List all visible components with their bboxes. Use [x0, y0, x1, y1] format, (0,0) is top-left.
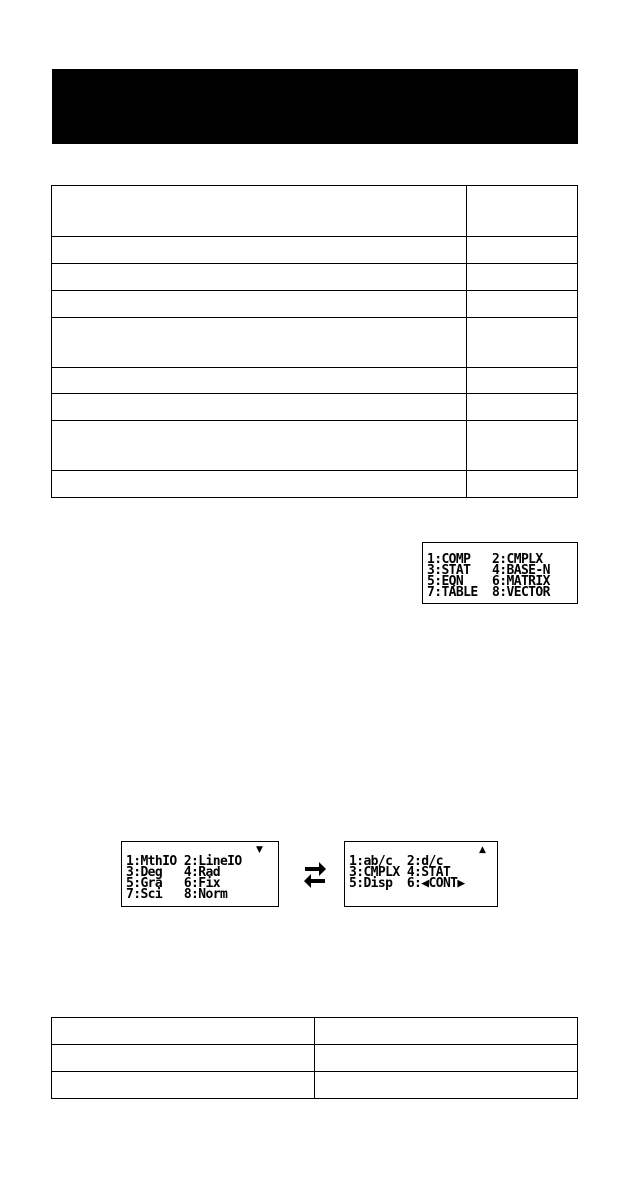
table-cell: [52, 291, 467, 318]
screen-line: 7:TABLE 8:VECTOR: [427, 585, 550, 600]
screen-line: 5:Disp 6:◀CONT▶: [349, 876, 465, 891]
table-cell: [52, 1018, 315, 1045]
table-cell: [467, 421, 578, 471]
scroll-up-indicator-icon: ▲: [479, 845, 486, 855]
table-row: [52, 237, 578, 264]
table-cell: [52, 1045, 315, 1072]
table-row: [52, 1018, 578, 1045]
table-row: [52, 368, 578, 394]
table-row: [52, 394, 578, 421]
table-row: [52, 264, 578, 291]
swap-arrows-icon: [303, 858, 327, 892]
screen-line: 5:Gra 6:Fix: [126, 876, 220, 891]
settings-table: [51, 1017, 578, 1099]
table-cell: [467, 237, 578, 264]
table-row: [52, 186, 578, 237]
table-row: [52, 1045, 578, 1072]
table-cell: [467, 318, 578, 368]
screen-line: 3:CMPLX 4:STAT: [349, 865, 451, 880]
table-cell: [52, 368, 467, 394]
table-cell: [52, 264, 467, 291]
table-cell: [52, 421, 467, 471]
screen-line: 3:Deg 4:Rad: [126, 865, 220, 880]
screen-line: 3:STAT 4:BASE-N: [427, 563, 550, 578]
section-header-bar: [52, 69, 578, 144]
table-cell: [52, 471, 467, 498]
table-cell: [52, 186, 467, 237]
table-cell: [467, 264, 578, 291]
table-cell: [467, 368, 578, 394]
screen-line: 1:MthIO 2:LineIO: [126, 854, 242, 869]
table-cell: [52, 1072, 315, 1099]
table-row: [52, 318, 578, 368]
mode-menu-screen: [422, 542, 578, 604]
table-cell: [52, 318, 467, 368]
table-cell: [315, 1018, 578, 1045]
table-row: [52, 291, 578, 318]
table-cell: [467, 471, 578, 498]
screen-line: 1:ab/c 2:d/c: [349, 854, 443, 869]
screen-line: 5:EQN 6:MATRIX: [427, 574, 550, 589]
scroll-down-indicator-icon: ▼: [256, 845, 263, 855]
screen-line: 1:COMP 2:CMPLX: [427, 552, 543, 567]
table-cell: [315, 1072, 578, 1099]
table-cell: [315, 1045, 578, 1072]
table-cell: [52, 394, 467, 421]
setup-menu-screen-2: [344, 841, 498, 907]
screen-line: 7:Sci 8:Norm: [126, 887, 228, 902]
mode-table: [51, 185, 578, 498]
table-cell: [467, 186, 578, 237]
table-cell: [52, 237, 467, 264]
table-cell: [467, 394, 578, 421]
table-row: [52, 471, 578, 498]
table-row: [52, 421, 578, 471]
table-row: [52, 1072, 578, 1099]
table-cell: [467, 291, 578, 318]
